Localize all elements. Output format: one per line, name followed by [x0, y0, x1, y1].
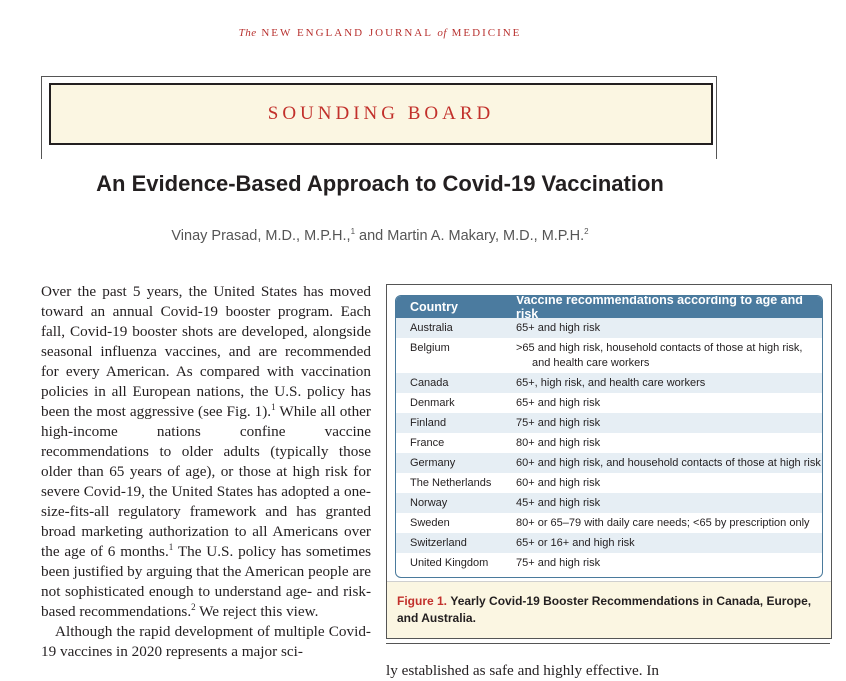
- article-authors: [0, 227, 760, 244]
- table-row: [396, 338, 822, 373]
- author-2-affiliation: 2: [584, 227, 589, 236]
- figure-title: Yearly Covid-19 Booster Recommendations in Canada, Europe, and Australia.: [397, 594, 812, 625]
- table-row: [396, 453, 822, 473]
- table-row: [396, 513, 822, 533]
- cell-recommendation: [516, 513, 822, 533]
- cell-recommendation: [516, 553, 822, 573]
- section-banner: [49, 83, 713, 145]
- table-row: [396, 553, 822, 573]
- table-row: [396, 318, 822, 338]
- citation-ref[interactable]: 1: [271, 401, 276, 412]
- table-header: [396, 295, 822, 321]
- cell-recommendation-text: 65+ and high risk: [516, 322, 601, 334]
- cell-country: Sweden: [410, 517, 450, 529]
- journal-medicine: MEDICINE: [451, 27, 522, 39]
- cell-country: Belgium: [410, 342, 450, 354]
- article-title: An Evidence-Based Approach to Covid-19 Vaccination: [96, 171, 664, 196]
- citation-ref[interactable]: 2: [191, 601, 196, 612]
- cell-recommendation-text: 65+ and high risk: [516, 397, 601, 409]
- p1-text-d: We reject this view.: [195, 603, 319, 620]
- figure-caption: [387, 581, 831, 638]
- cell-recommendation-continued: and health care workers: [532, 357, 650, 369]
- body-paragraph-1: [41, 282, 371, 622]
- cell-recommendation: [516, 453, 822, 473]
- journal-new-england: NEW ENGLAND JOURNAL: [261, 27, 433, 39]
- cell-recommendation-text: 45+ and high risk: [516, 497, 601, 509]
- cell-recommendation: [516, 393, 822, 413]
- cell-recommendation-text: 60+ and high risk, and household contacts of those at high risk: [516, 457, 821, 469]
- table-row: [396, 433, 822, 453]
- table-row: [396, 533, 822, 553]
- p1-text-a: Over the past 5 years, the United States has moved toward an annual Covid-19 booster program. Each fall, Covid-19 booster shots are developed, alongside seasonal influenza vaccines, and are recommended for every American. As compared with vaccination policies in all European nations, the U.S. policy has been the most aggressive (see Fig. 1).: [41, 283, 371, 420]
- cell-country: The Netherlands: [410, 477, 492, 489]
- journal-the: The: [238, 27, 257, 39]
- cell-country: Australia: [410, 322, 453, 334]
- cell-country: Finland: [410, 417, 447, 429]
- cell-recommendation: [516, 433, 822, 453]
- cell-recommendation-text: 80+ or 65–79 with daily care needs; <65 by prescription only: [516, 517, 810, 529]
- cell-recommendation: [516, 533, 822, 553]
- cell-recommendation: [516, 338, 822, 373]
- cell-recommendation: [516, 373, 822, 393]
- cell-recommendation-text: 65+, high risk, and health care workers: [516, 377, 706, 389]
- cell-country: Denmark: [410, 397, 455, 409]
- cell-recommendation-text: 75+ and high risk: [516, 417, 601, 429]
- recommendations-table: [395, 295, 823, 578]
- cell-country: United Kingdom: [410, 557, 489, 569]
- body-paragraph-2: Although the rapid development of multiple Covid-19 vaccines in 2020 represents a major sci-: [41, 623, 371, 660]
- journal-masthead: [0, 27, 760, 39]
- author-1-affiliation: 1: [350, 227, 356, 236]
- figure-1: [386, 284, 832, 639]
- cell-recommendation-text: 75+ and high risk: [516, 557, 601, 569]
- citation-ref[interactable]: 1: [168, 541, 174, 552]
- cell-recommendation: [516, 493, 822, 513]
- column-divider: [386, 643, 830, 644]
- author-2: Martin A. Makary, M.D., M.P.H.: [387, 227, 585, 244]
- table-row: [396, 473, 822, 493]
- header-country: Country: [410, 300, 458, 314]
- table-row: [396, 373, 822, 393]
- authors-and: and: [359, 227, 384, 244]
- cell-recommendation-text: 80+ and high risk: [516, 437, 601, 449]
- p1-text-c: The U.S. policy has sometimes been justified by arguing that the American people are not sophisticated enough to understand age- and risk-based recommendations.: [41, 543, 371, 620]
- table-row: [396, 493, 822, 513]
- cell-recommendation-text: 65+ or 16+ and high risk: [516, 537, 635, 549]
- right-column-text: ly established as safe and highly effective. In: [386, 662, 660, 679]
- body-text-column: [41, 282, 371, 662]
- cell-recommendation-text: 60+ and high risk: [516, 477, 601, 489]
- figure-number: Figure 1.: [397, 594, 448, 608]
- cell-recommendation: [516, 413, 822, 433]
- header-recommendations: Vaccine recommendations according to age and risk: [516, 295, 803, 321]
- cell-recommendation: [516, 473, 822, 493]
- cell-country: France: [410, 437, 445, 449]
- cell-country: Germany: [410, 457, 456, 469]
- table-row: [396, 413, 822, 433]
- journal-of: of: [437, 27, 447, 39]
- section-label: SOUNDING BOARD: [267, 103, 495, 124]
- cell-country: Canada: [410, 377, 449, 389]
- author-1: Vinay Prasad, M.D., M.P.H.,: [171, 227, 351, 244]
- p1-text-b: While all other high-income nations confine vaccine recommendations to older adults (typically those older than 65 years of age), or those at high risk for severe Covid-19, the United States has adopted a one-size-fits-all regulatory framework and has granted broad marketing authorization to all Americans over the age of 6 months.: [41, 403, 371, 560]
- cell-recommendation: [516, 318, 822, 338]
- table-body: [396, 318, 822, 573]
- cell-country: Switzerland: [410, 537, 467, 549]
- cell-country: Norway: [410, 497, 448, 509]
- section-banner-frame: [41, 76, 717, 159]
- cell-recommendation-text: >65 and high risk, household contacts of those at high risk,: [516, 342, 803, 354]
- table-row: [396, 393, 822, 413]
